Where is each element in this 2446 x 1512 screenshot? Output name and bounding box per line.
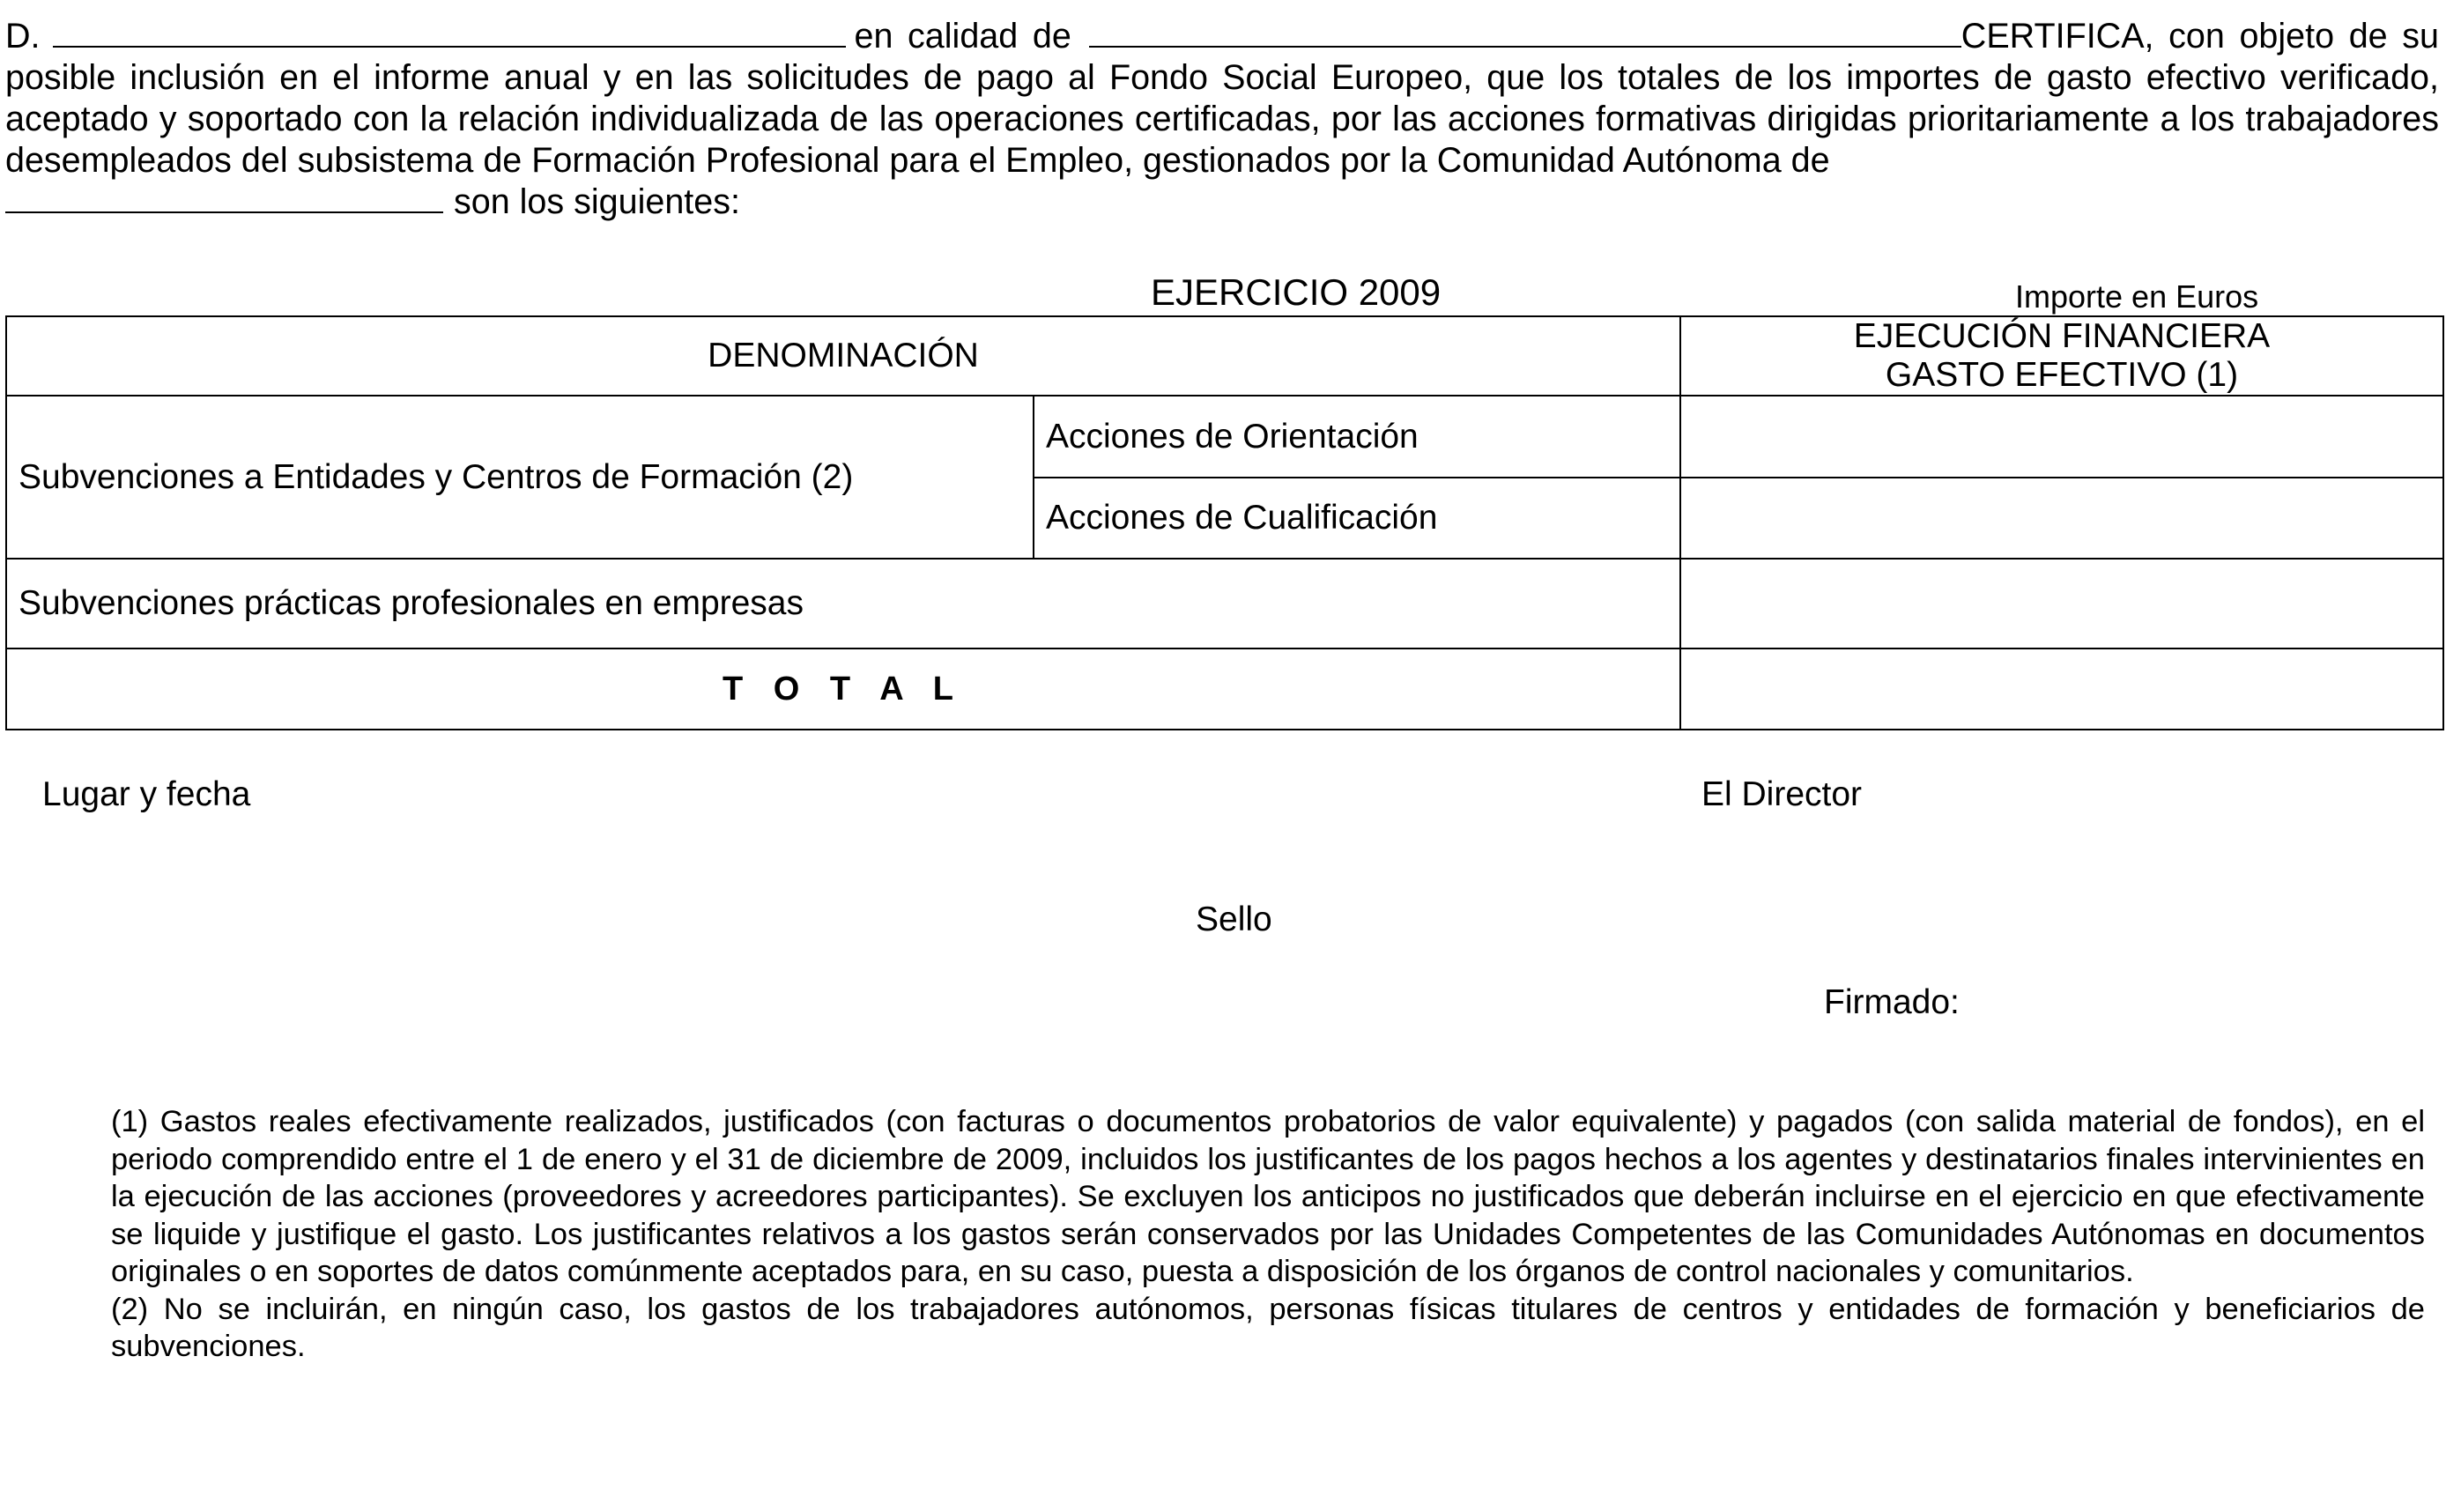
intro-prefix: D. bbox=[5, 17, 41, 56]
value-cualificacion-cell[interactable] bbox=[1680, 478, 2443, 559]
lugar-fecha-label: Lugar y fecha bbox=[42, 775, 251, 813]
table-row bbox=[6, 559, 2443, 649]
value-total-cell[interactable] bbox=[1680, 649, 2443, 730]
row-subvenciones-centros: Subvenciones a Entidades y Centros de Formación (2) bbox=[6, 396, 1034, 559]
value-practicas-cell[interactable] bbox=[1680, 559, 2443, 649]
capacity-blank-field[interactable] bbox=[1089, 21, 1961, 48]
header-ejecucion bbox=[1680, 316, 2443, 396]
table-header-row bbox=[6, 316, 2443, 396]
footnotes bbox=[111, 1103, 2425, 1366]
header-denominacion: DENOMINACIÓN bbox=[6, 316, 1680, 396]
importe-units-label: Importe en Euros bbox=[2015, 278, 2259, 315]
header-ejecucion-line2: GASTO EFECTIVO (1) bbox=[1885, 356, 2239, 394]
expenditure-table bbox=[5, 315, 2444, 730]
row-cualificacion: Acciones de Cualificación bbox=[1034, 478, 1680, 559]
firmado-label: Firmado: bbox=[1824, 983, 1960, 1021]
ejercicio-title: EJERCICIO 2009 bbox=[1151, 271, 1442, 313]
value-orientacion-cell[interactable] bbox=[1680, 396, 2443, 478]
name-blank-field[interactable] bbox=[53, 21, 846, 48]
row-total-label: T O T A L bbox=[6, 649, 1680, 730]
table-row bbox=[6, 396, 2443, 478]
footnote-2: (2) No se incluirán, en ningún caso, los gastos de los trabajadores autónomos, personas físicas titulares de centros y entidades de formación y beneficiarios de subvenciones. bbox=[111, 1292, 2425, 1363]
table-total-row bbox=[6, 649, 2443, 730]
certification-paragraph bbox=[5, 16, 2439, 223]
intro-certifica-text: CERTIFICA, con objeto de su posible inclusión en el informe anual y en las solicitudes de pago al Fondo Social Europeo, que los totales de los importes de gasto efectivo verificado, aceptado y soportado con la relación individualizada de las operaciones certificadas, por las acciones formativas dirigidas prioritariamente a los trabajadores desempleados del subsistema de Formación Profesional para el Empleo, gestionados por la Comunidad Autónoma de bbox=[5, 17, 2439, 180]
director-label: El Director bbox=[1701, 775, 1863, 813]
row-orientacion: Acciones de Orientación bbox=[1034, 396, 1680, 478]
footnote-1: (1) Gastos reales efectivamente realizados, justificados (con facturas o documentos probatorios de valor equivalente) y pagados (con salida material de fondos), en el periodo comprendido entre el 1 de enero y el 31 de diciembre de 2009, incluidos los justificantes de los pagos hechos a los agentes y destinatarios finales intervinientes en la ejecución de las acciones (proveedores y acreedores participantes). Se excluyen los anticipos no justificados que deberán incluirse en el ejercicio en que efectivamente se liquide y justifique el gasto. Los justificantes relativos a los gastos serán conservados por las Unidades Competentes de las Comunidades Autónomas en documentos originales o en soportes de datos comúnmente aceptados para, en su caso, puesta a disposición de los órganos de control nacionales y comunitarios. bbox=[111, 1105, 2425, 1288]
header-ejecucion-line1: EJECUCIÓN FINANCIERA bbox=[1853, 317, 2271, 355]
community-blank-field[interactable] bbox=[5, 187, 443, 213]
sello-label: Sello bbox=[1196, 901, 1272, 938]
intro-suffix: son los siguientes: bbox=[454, 182, 740, 221]
intro-capacity-label: en calidad de bbox=[854, 17, 1071, 56]
row-practicas: Subvenciones prácticas profesionales en empresas bbox=[6, 559, 1680, 649]
